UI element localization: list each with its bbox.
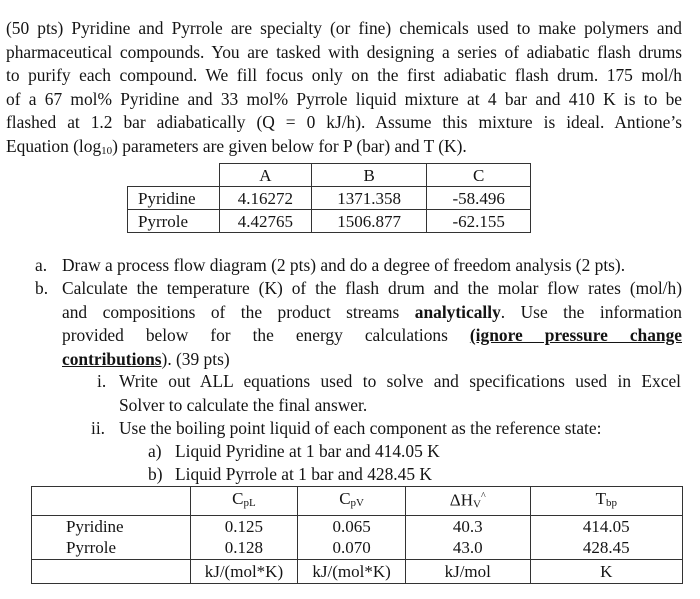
reference-b-text: Liquid Pyrrole at 1 bar and 428.45 K bbox=[175, 464, 432, 484]
reference-a-label: a) bbox=[148, 441, 162, 461]
property-cell: 428.45 bbox=[530, 537, 682, 559]
table-units-row bbox=[32, 559, 683, 583]
antoine-row-label: Pyrrole bbox=[128, 210, 220, 233]
table-row bbox=[32, 537, 683, 559]
question-b-line: provided below for the energy calculations (ignore pressure change bbox=[62, 325, 682, 345]
antoine-cell: 4.42765 bbox=[219, 210, 311, 233]
question-ii-text: Use the boiling point liquid of each component as the reference state: bbox=[119, 418, 602, 438]
property-cell: 43.0 bbox=[405, 537, 530, 559]
unit-cell: kJ/(mol*K) bbox=[190, 559, 298, 583]
question-i-line: Write out ALL equations used to solve and specifications used in Excel bbox=[119, 371, 681, 391]
antoine-header-a: A bbox=[219, 164, 311, 187]
question-a-text: Draw a process flow diagram (2 pts) and do a degree of freedom analysis (2 pts). bbox=[62, 255, 626, 275]
antoine-cell: 1371.358 bbox=[311, 187, 427, 210]
table-header-row bbox=[128, 164, 531, 187]
question-a-label: a. bbox=[35, 255, 48, 275]
header-dhv: $\Delta H_V^{\^{}}$ bbox=[405, 487, 530, 516]
header-cpv: $C_{pV}$ bbox=[298, 487, 406, 516]
reference-b-label: b) bbox=[148, 464, 163, 484]
property-table bbox=[31, 486, 683, 584]
property-cell: 0.065 bbox=[298, 515, 406, 537]
property-cell: 0.125 bbox=[190, 515, 298, 537]
header-tbp: $T_{bp}$ bbox=[530, 487, 682, 516]
antoine-row-label: Pyridine bbox=[128, 187, 220, 210]
antoine-cell: 1506.877 bbox=[311, 210, 427, 233]
question-i-line: Solver to calculate the final answer. bbox=[119, 394, 368, 415]
property-row-label: Pyridine bbox=[32, 515, 191, 537]
problem-line: pharmaceutical compounds. You are tasked with designing a series of adiabatic flash drums bbox=[6, 41, 682, 62]
table-header-row bbox=[32, 487, 683, 516]
antoine-cell: -62.155 bbox=[427, 210, 531, 233]
question-b-label: b. bbox=[35, 278, 49, 298]
unit-cell: kJ/mol bbox=[405, 559, 530, 583]
antoine-table bbox=[127, 163, 531, 233]
table-row bbox=[128, 187, 531, 210]
problem-line-last: Equation $(\log_{10})$ parameters are given below for P (bar) and T (K). bbox=[6, 135, 467, 157]
question-b-line: and compositions of the product streams analytically. Use the information bbox=[62, 301, 682, 322]
property-cell: 0.070 bbox=[298, 537, 406, 559]
unit-cell: kJ/(mol*K) bbox=[298, 559, 406, 583]
problem-line: of a 67 mol% Pyridine and 33 mol% Pyrrole liquid mixture at 4 bar and 410 K is to be bbox=[6, 88, 682, 109]
question-ii-label: ii. bbox=[91, 418, 106, 438]
problem-statement bbox=[6, 17, 682, 159]
property-cell: 40.3 bbox=[405, 515, 530, 537]
property-cell: 414.05 bbox=[530, 515, 682, 537]
header-cpl: $C_{pL}$ bbox=[190, 487, 298, 516]
question-b-line: Calculate the temperature (K) of the flash drum and the molar flow rates (mol/h) bbox=[62, 278, 682, 298]
question-b-line: contributions). (39 pts) bbox=[62, 348, 230, 369]
problem-line: to purify each compound. We fill focus only on the first adiabatic flash drum. 175 mol/h bbox=[6, 65, 682, 86]
table-row bbox=[128, 210, 531, 233]
reference-a-text: Liquid Pyridine at 1 bar and 414.05 K bbox=[175, 441, 440, 461]
antoine-header-b: B bbox=[311, 164, 427, 187]
property-cell: 0.128 bbox=[190, 537, 298, 559]
problem-line: flashed at 1.2 bar adiabatically (Q = 0 kJ/h). Assume this mixture is ideal. Antione’s bbox=[6, 112, 682, 133]
problem-line: (50 pts) Pyridine and Pyrrole are specialty (or fine) chemicals used to make polymers and bbox=[6, 18, 682, 38]
property-row-label: Pyrrole bbox=[32, 537, 191, 559]
table-row bbox=[32, 515, 683, 537]
antoine-cell: 4.16272 bbox=[219, 187, 311, 210]
antoine-header-c: C bbox=[427, 164, 531, 187]
antoine-cell: -58.496 bbox=[427, 187, 531, 210]
unit-cell: K bbox=[530, 559, 682, 583]
question-i-label: i. bbox=[97, 371, 107, 391]
